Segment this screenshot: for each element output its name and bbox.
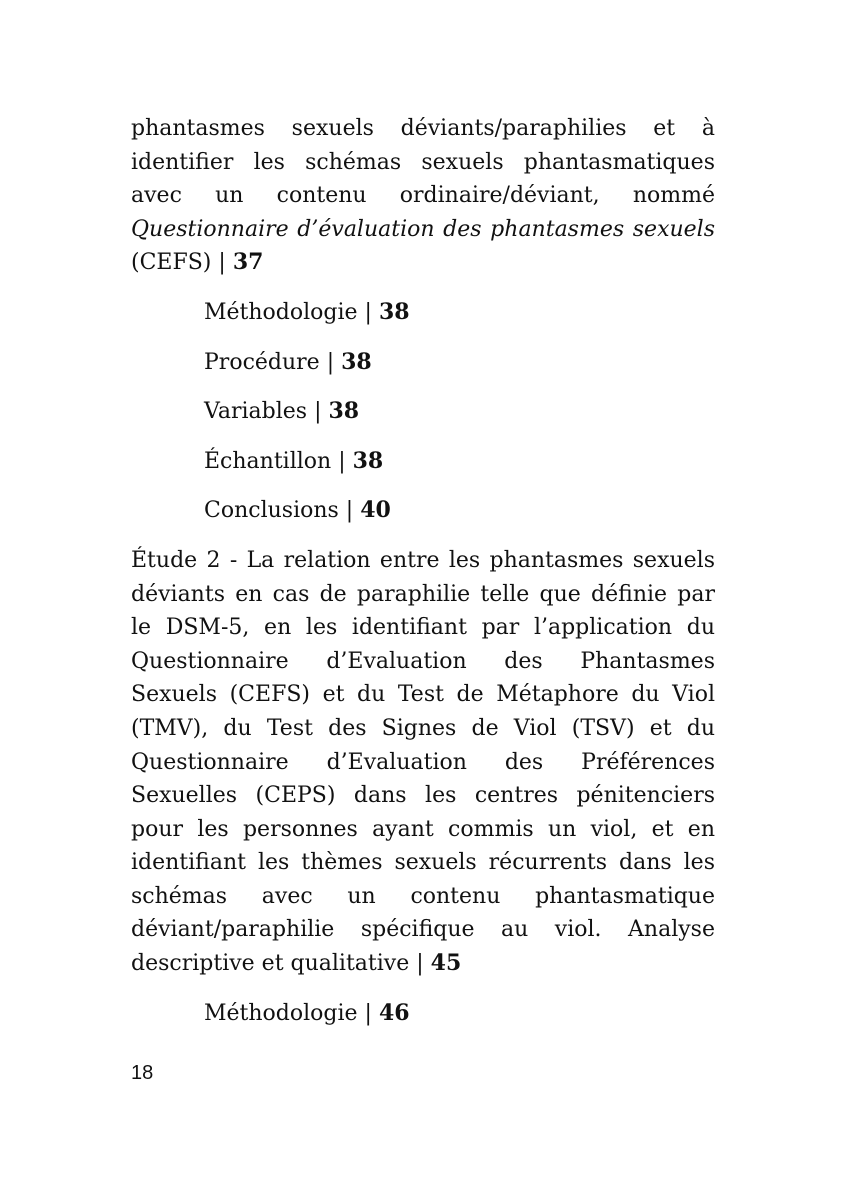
page-ref: 38 [341,348,372,375]
toc-subentry-label: Procédure [204,349,320,375]
page-ref: 38 [328,398,360,425]
toc-subentry-label: Méthodologie [204,299,358,325]
page-ref: 40 [360,497,391,524]
toc-entry-text: phantasmes sexuels déviants/paraphilies et à identifier les schémas sexuels phantasmatiques avec un contenu ordinaire/déviant, nommé [131,116,715,209]
page-number: 18 [131,1062,154,1084]
page-separator: | [338,498,361,524]
page-separator: | [331,448,353,474]
toc-subentry-label: Variables [204,399,308,425]
toc-subentry-label: Conclusions [204,498,339,524]
toc-entry-text: Étude 2 - La relation entre les phantasmes sexuels déviants en cas de paraphilie telle que définie par le DSM-5, en les identifiant par l’application du Questionnaire d’Evaluation des Phantasmes Sexuels (CEFS) et du Test de Métaphore du Viol (TMV), du Test des Signes de Viol (TSV) et du Questionnaire d’Evaluation des Préférences Sexuelles (CEPS) dans les centres pénitenciers pour les personnes ayant commis un viol, et en identifiant les thèmes sexuels récurrents dans les schémas avec un contenu phantasmatique déviant/paraphilie spécifique au viol. Analyse descriptive et qualitative [131,547,715,977]
page-separator: | [357,1000,379,1026]
page-ref: 46 [378,999,410,1026]
page-separator: | [319,349,342,375]
page-ref: 45 [430,950,462,977]
toc-entry-etude-2 [131,544,715,981]
page-ref: 38 [378,298,410,325]
toc-entry-abbrev: (CEFS) [131,250,212,276]
toc-subentry-methodologie-2 [131,997,715,1031]
questionnaire-title: Questionnaire d’évaluation des phantasmes sexuels [131,216,715,242]
toc-subentry-methodologie [131,296,715,330]
toc-subentry-label: Méthodologie [204,1000,358,1026]
toc-subentry-conclusions [131,494,715,528]
toc-subentry-echantillon [131,445,715,479]
toc-subentry-variables [131,395,715,429]
page-separator: | [307,399,329,425]
toc-entry-cefs [131,112,715,280]
table-of-contents [131,112,715,1030]
toc-subentry-procedure [131,346,715,380]
page-separator: | [357,299,379,325]
page-ref: 38 [352,447,384,474]
toc-subentry-label: Échantillon [204,448,332,474]
page-separator: | [211,250,233,276]
page-ref: 37 [232,249,264,276]
page-separator: | [409,951,431,977]
